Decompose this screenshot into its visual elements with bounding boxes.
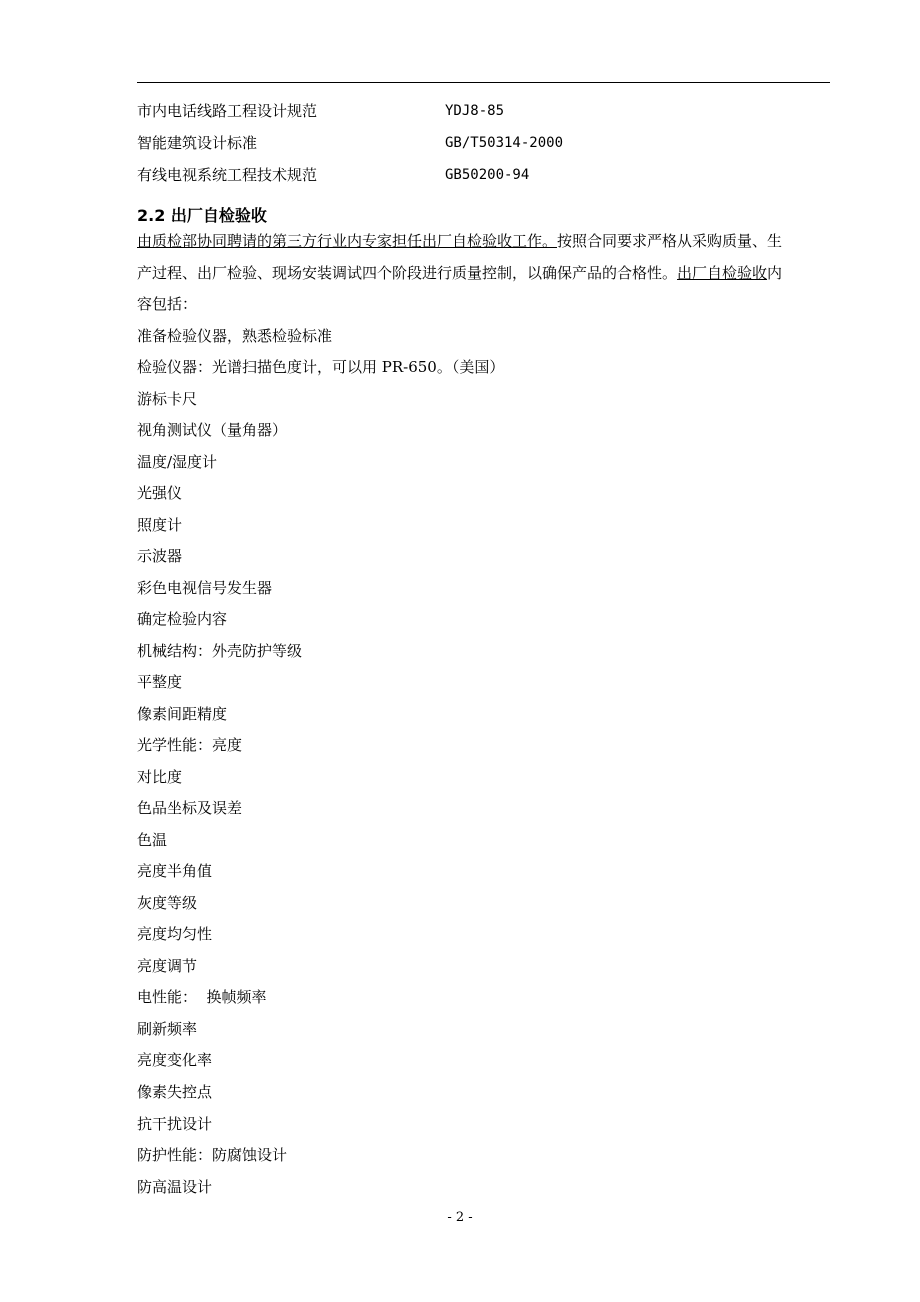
list-item: 亮度调节 [137, 957, 198, 975]
list-item: 准备检验仪器，熟悉检验标准 [137, 327, 333, 345]
list-item: 抗干扰设计 [137, 1115, 213, 1133]
list-item: 光学性能：亮度 [137, 736, 243, 754]
list-item: 温度/湿度计 [137, 453, 218, 471]
list-item: 色温 [137, 831, 168, 849]
standard-code: YDJ8-85 [445, 103, 505, 119]
intro-line-3: 容包括： [137, 295, 198, 313]
list-item: 彩色电视信号发生器 [137, 579, 273, 597]
list-item: 光强仪 [137, 484, 183, 502]
list-item: 机械结构：外壳防护等级 [137, 642, 303, 660]
list-item: 灰度等级 [137, 894, 198, 912]
list-item: 视角测试仪（量角器） [137, 421, 288, 439]
list-item: 游标卡尺 [137, 390, 198, 408]
standard-name: 市内电话线路工程设计规范 [137, 102, 318, 120]
list-item: 亮度变化率 [137, 1051, 213, 1069]
page-number: - 2 - [447, 1210, 473, 1225]
standard-code: GB50200-94 [445, 167, 530, 183]
header-rule [137, 82, 830, 83]
list-item: 刷新频率 [137, 1020, 198, 1038]
intro-line-1 [137, 230, 831, 252]
list-item: 色品坐标及误差 [137, 799, 243, 817]
section-heading: 2.2 出厂自检验收 [137, 206, 267, 225]
list-item: 防护性能：防腐蚀设计 [137, 1146, 288, 1164]
standard-code: GB/T50314-2000 [445, 135, 564, 151]
list-item: 像素失控点 [137, 1083, 213, 1101]
intro-underlined-text: 出厂自检验收 [677, 264, 768, 282]
list-item: 对比度 [137, 768, 183, 786]
list-item: 亮度均匀性 [137, 925, 213, 943]
intro-text: 产过程、出厂检验、现场安装调试四个阶段进行质量控制，以确保产品的合格性。 [137, 264, 678, 282]
list-item: 像素间距精度 [137, 705, 228, 723]
list-item: 检验仪器：光谱扫描色度计，可以用 PR-650。（美国） [137, 358, 505, 376]
standard-name: 智能建筑设计标准 [137, 134, 258, 152]
list-item: 电性能： 换帧频率 [137, 988, 267, 1006]
intro-text: 内 [767, 264, 783, 282]
intro-text: 按照合同要求严格从采购质量、生 [557, 232, 783, 250]
intro-underlined-text: 由质检部协同聘请的第三方行业内专家担任出厂自检验收工作。 [137, 232, 558, 250]
list-item: 照度计 [137, 516, 183, 534]
standard-name: 有线电视系统工程技术规范 [137, 166, 318, 184]
list-item: 确定检验内容 [137, 610, 228, 628]
list-item: 防高温设计 [137, 1178, 213, 1196]
list-item: 平整度 [137, 673, 183, 691]
list-item: 亮度半角值 [137, 862, 213, 880]
intro-line-2 [137, 262, 831, 284]
list-item: 示波器 [137, 547, 183, 565]
